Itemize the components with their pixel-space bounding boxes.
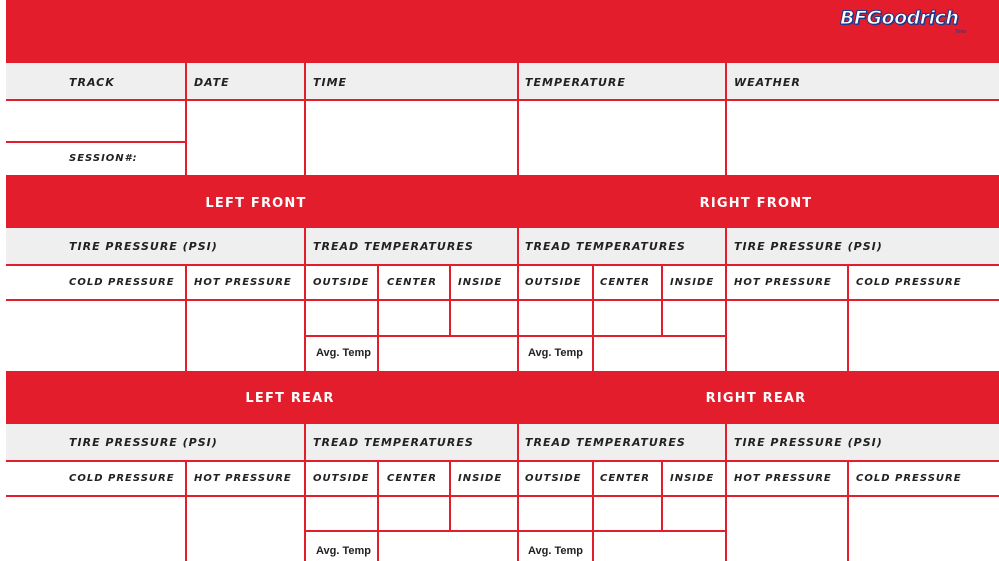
rr-cold-pressure-field[interactable]: [849, 497, 999, 561]
rf-tire-pressure-label: TIRE PRESSURE (PSI): [734, 240, 883, 253]
rf-cold-pressure-field[interactable]: [849, 301, 999, 371]
lr-hot-pressure-label: HOT PRESSURE: [194, 473, 292, 484]
divider: [6, 141, 186, 143]
rr-center-label: CENTER: [600, 473, 650, 484]
lr-tire-pressure-label: TIRE PRESSURE (PSI): [69, 436, 218, 449]
rf-outside-field[interactable]: [519, 301, 592, 335]
weather-field[interactable]: [727, 101, 999, 175]
temperature-label: TEMPERATURE: [525, 76, 626, 89]
rf-center-label: CENTER: [600, 277, 650, 288]
lf-cold-pressure-label: COLD PRESSURE: [69, 277, 175, 288]
rr-hot-pressure-field[interactable]: [727, 497, 847, 561]
lr-inside-label: INSIDE: [458, 473, 503, 484]
divider: [6, 460, 999, 462]
lf-avg-temp-field[interactable]: [379, 337, 517, 371]
lf-cold-pressure-field[interactable]: [6, 301, 185, 371]
rf-outside-label: OUTSIDE: [525, 277, 582, 288]
rf-inside-label: INSIDE: [670, 277, 715, 288]
divider: [517, 228, 519, 371]
rr-center-field[interactable]: [594, 497, 661, 530]
rf-avg-temp-field[interactable]: [594, 337, 725, 371]
lf-hot-pressure-label: HOT PRESSURE: [194, 277, 292, 288]
rf-hot-pressure-label: HOT PRESSURE: [734, 277, 832, 288]
right-front-title: RIGHT FRONT: [699, 196, 813, 211]
lr-outside-field[interactable]: [306, 497, 377, 530]
track-field[interactable]: [6, 101, 185, 141]
rr-avg-temp-field[interactable]: [594, 532, 725, 561]
rr-inside-field[interactable]: [663, 497, 725, 530]
rr-cold-pressure-label: COLD PRESSURE: [856, 473, 962, 484]
session-label: SESSION#:: [69, 153, 138, 164]
right-rear-title: RIGHT REAR: [705, 391, 807, 406]
lr-tread-label: TREAD TEMPERATURES: [313, 436, 474, 449]
lf-center-label: CENTER: [387, 277, 437, 288]
date-field[interactable]: [187, 101, 304, 175]
rr-outside-label: OUTSIDE: [525, 473, 582, 484]
rf-inside-field[interactable]: [663, 301, 725, 335]
lf-avg-temp-label: Avg. Temp: [316, 347, 372, 359]
rr-avg-temp-label: Avg. Temp: [528, 545, 584, 557]
time-label: TIME: [313, 76, 348, 89]
divider: [517, 424, 519, 561]
lr-outside-label: OUTSIDE: [313, 473, 370, 484]
date-label: DATE: [194, 76, 230, 89]
rf-center-field[interactable]: [594, 301, 661, 335]
lf-tire-pressure-label: TIRE PRESSURE (PSI): [69, 240, 218, 253]
rr-tread-label: TREAD TEMPERATURES: [525, 436, 686, 449]
rr-hot-pressure-label: HOT PRESSURE: [734, 473, 832, 484]
track-label: TRACK: [69, 76, 115, 89]
rr-outside-field[interactable]: [519, 497, 592, 530]
lr-avg-temp-field[interactable]: [379, 532, 517, 561]
lr-cold-pressure-label: COLD PRESSURE: [69, 473, 175, 484]
divider: [6, 264, 999, 266]
lf-outside-field[interactable]: [306, 301, 377, 335]
logo-text: BFGoodrich: [840, 7, 959, 29]
temperature-field[interactable]: [519, 101, 725, 175]
rf-tread-label: TREAD TEMPERATURES: [525, 240, 686, 253]
lf-inside-label: INSIDE: [458, 277, 503, 288]
lr-center-field[interactable]: [379, 497, 449, 530]
lr-cold-pressure-field[interactable]: [6, 497, 185, 561]
rear-section-banner: [6, 371, 999, 424]
divider: [304, 228, 306, 371]
rr-tire-pressure-label: TIRE PRESSURE (PSI): [734, 436, 883, 449]
rf-cold-pressure-label: COLD PRESSURE: [856, 277, 962, 288]
front-section-banner: [6, 175, 999, 228]
rf-avg-temp-label: Avg. Temp: [528, 347, 584, 359]
bfgoodrich-logo: [840, 7, 970, 35]
lf-center-field[interactable]: [379, 301, 449, 335]
time-field[interactable]: [306, 101, 517, 175]
lf-outside-label: OUTSIDE: [313, 277, 370, 288]
lr-inside-field[interactable]: [451, 497, 517, 530]
lr-center-label: CENTER: [387, 473, 437, 484]
lf-inside-field[interactable]: [451, 301, 517, 335]
lr-hot-pressure-field[interactable]: [187, 497, 304, 561]
left-rear-title: LEFT REAR: [245, 391, 335, 406]
weather-label: WEATHER: [734, 76, 801, 89]
lf-hot-pressure-field[interactable]: [187, 301, 304, 371]
rf-hot-pressure-field[interactable]: [727, 301, 847, 371]
lr-avg-temp-label: Avg. Temp: [316, 545, 372, 557]
lf-tread-label: TREAD TEMPERATURES: [313, 240, 474, 253]
left-front-title: LEFT FRONT: [205, 196, 307, 211]
rr-inside-label: INSIDE: [670, 473, 715, 484]
divider: [304, 424, 306, 561]
top-header-row: [6, 63, 999, 99]
logo-subtext: Tires: [955, 29, 966, 35]
